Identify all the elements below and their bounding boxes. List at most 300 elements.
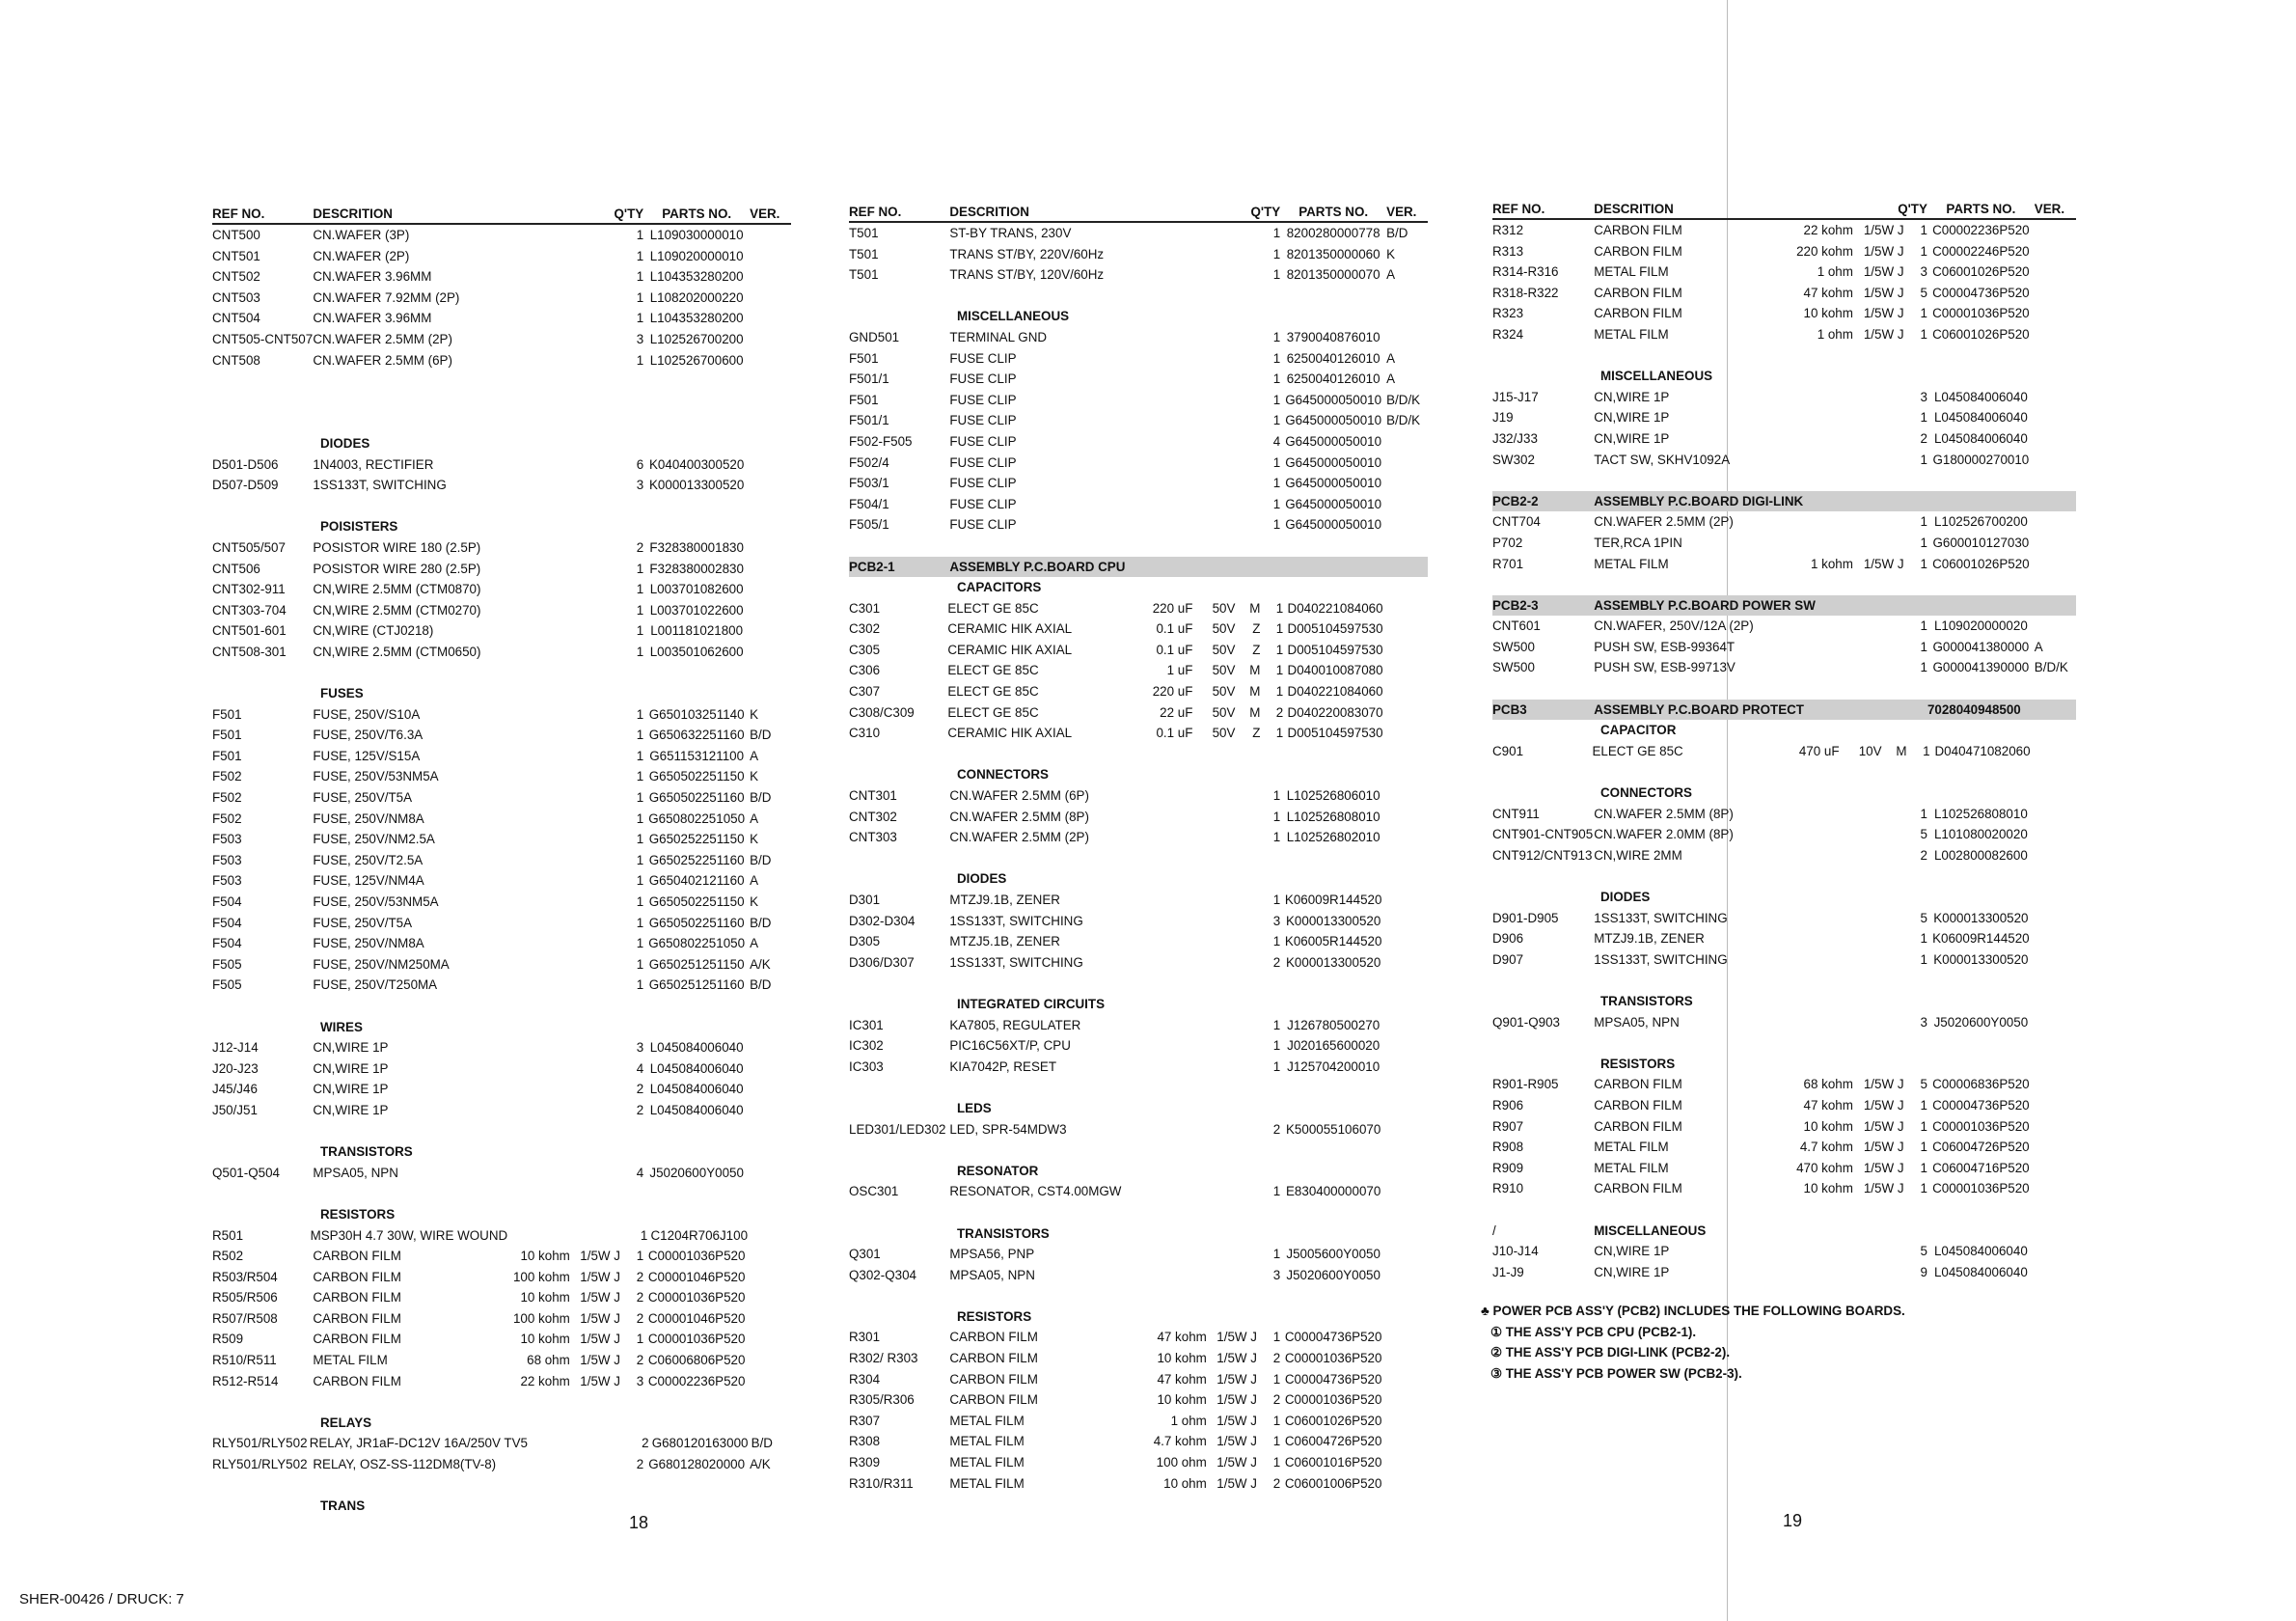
part-no: C06004726P520 <box>1284 1434 1382 1449</box>
version <box>2035 450 2076 471</box>
ref-no <box>849 1140 949 1161</box>
part-no: D040221084060 <box>1287 600 1383 616</box>
value: 1 ohm <box>1170 1413 1207 1428</box>
ref-no: F503 <box>212 852 242 867</box>
ref-no <box>212 996 313 1017</box>
table-row <box>212 870 791 892</box>
section-title: CONNECTORS <box>957 767 1049 783</box>
tolerance <box>1207 827 1257 848</box>
quantity: 2 <box>1920 847 1927 863</box>
part-no: L045084006040 <box>1933 389 2028 404</box>
description: FUSE CLIP <box>949 433 1017 449</box>
value <box>1783 470 1853 491</box>
ref-no: D302-D304 <box>849 913 916 928</box>
description: FUSE CLIP <box>949 454 1017 470</box>
description: CN,WIRE 1P <box>1594 389 1670 404</box>
quantity: 1 <box>636 956 644 972</box>
table-row <box>212 246 791 267</box>
tolerance <box>1207 785 1257 807</box>
version: K <box>750 894 759 909</box>
version <box>750 620 791 642</box>
part-no: C00006836P520 <box>1932 1077 2030 1092</box>
value <box>1136 244 1207 265</box>
tolerance <box>1207 223 1257 244</box>
ref-no: P702 <box>1492 535 1523 550</box>
quantity: 1 <box>1275 600 1284 616</box>
description <box>313 662 500 683</box>
description: CN,WIRE 2MM <box>1594 847 1682 863</box>
ref-no: Q302-Q304 <box>849 1267 916 1282</box>
table-row <box>212 725 791 746</box>
value <box>500 454 570 476</box>
part-no: C00004736P520 <box>1284 1371 1382 1387</box>
description <box>949 973 1136 994</box>
tolerance <box>1853 428 1904 450</box>
document-footer: SHER-00426 / DRUCK: 7 <box>19 1591 184 1607</box>
version <box>2035 220 2076 241</box>
description: CN.WAFER 2.5MM (6P) <box>313 352 452 368</box>
tolerance <box>1207 410 1257 431</box>
ref-no: Q301 <box>849 1247 881 1262</box>
version: B/D <box>751 1436 773 1451</box>
tolerance <box>570 933 620 954</box>
table-row <box>849 1244 1428 1265</box>
header-desc: DESCRITION <box>313 206 393 221</box>
part-no: D005104597530 <box>1287 621 1383 637</box>
value: 1 ohm <box>1817 264 1853 280</box>
quantity <box>1257 1285 1280 1306</box>
ref-no: CNT503 <box>212 289 260 305</box>
value <box>500 662 570 683</box>
description: METAL FILM <box>1594 326 1669 342</box>
value: 47 kohm <box>1803 285 1853 300</box>
part-no: G680128020000 <box>648 1457 746 1472</box>
value <box>500 350 570 371</box>
ref-no <box>1492 678 1594 700</box>
quantity: 1 <box>1920 951 1927 967</box>
part-no: L001181021800 <box>650 623 744 639</box>
description: RELAY, OSZ-SS-112DM8(TV-8) <box>313 1457 497 1472</box>
part-no <box>1280 744 1386 765</box>
quantity <box>1904 1032 1927 1054</box>
quantity: 1 <box>1272 809 1281 824</box>
table-row <box>1492 1074 2076 1095</box>
part-no <box>1927 574 2035 595</box>
description <box>313 496 500 517</box>
ref-no: C901 <box>1492 743 1524 758</box>
ref-no: C308/C309 <box>849 704 915 720</box>
value <box>500 266 570 288</box>
tolerance: 1/5W J <box>1863 326 1904 342</box>
ref-no: R302/ R303 <box>849 1351 918 1366</box>
version <box>750 1329 791 1350</box>
ref-no: LED301/LED302 <box>849 1121 946 1137</box>
part-no: C06006806P520 <box>647 1353 746 1368</box>
version <box>1386 1035 1428 1057</box>
description: MPSA05, NPN <box>313 1165 398 1180</box>
quantity: 1 <box>1272 1413 1281 1428</box>
part-no <box>643 662 750 683</box>
description: 1SS133T, SWITCHING <box>313 478 447 493</box>
table-row <box>849 536 1428 557</box>
tolerance <box>570 266 620 288</box>
version: A <box>750 748 759 763</box>
tolerance <box>1207 911 1257 932</box>
tolerance <box>1853 1199 1904 1221</box>
table-row <box>212 1100 791 1121</box>
table-row <box>1492 1032 2076 1054</box>
description: FUSE, 250V/T5A <box>313 915 413 930</box>
part-no: C00001036P520 <box>1932 306 2030 321</box>
description: POSISTOR WIRE 280 (2.5P) <box>313 561 481 576</box>
value <box>500 829 570 850</box>
tolerance <box>1207 1181 1257 1202</box>
version <box>750 1121 791 1142</box>
description: MTZJ5.1B, ZENER <box>949 934 1060 949</box>
quantity: 5 <box>1920 910 1927 925</box>
tolerance <box>1853 761 1904 783</box>
version <box>2035 824 2076 845</box>
table-row <box>212 1183 791 1204</box>
tolerance <box>570 996 620 1017</box>
part-no: C00001036P520 <box>1932 1181 2030 1196</box>
version <box>2035 533 2076 554</box>
value <box>1136 1265 1207 1286</box>
description: CN,WIRE 1P <box>1594 430 1670 446</box>
ref-no: CNT911 <box>1492 806 1540 821</box>
header-ref: REF NO. <box>1492 202 1545 216</box>
header-qty: Q'TY <box>1898 202 1927 216</box>
part-no: G645000050010 <box>1285 392 1382 407</box>
quantity: 5 <box>1920 1077 1927 1092</box>
ref-no <box>1492 470 1594 491</box>
part-no <box>1927 678 2035 700</box>
spacer <box>2035 595 2076 617</box>
ref-no <box>212 662 313 683</box>
tolerance: Z <box>1252 726 1261 741</box>
tolerance <box>1207 1202 1257 1223</box>
version: K <box>750 832 759 847</box>
quantity <box>620 996 643 1017</box>
table-row <box>212 809 791 830</box>
part-no: L102526700600 <box>649 352 744 368</box>
ref-no: CNT506 <box>212 561 260 576</box>
version <box>1386 536 1428 557</box>
version <box>2035 1262 2076 1283</box>
part-no: D040010087080 <box>1287 663 1383 678</box>
ref-no: D906 <box>1492 931 1524 947</box>
table-row <box>212 996 791 1017</box>
version: A <box>750 873 759 889</box>
value <box>1783 387 1853 408</box>
ref-no <box>212 412 313 433</box>
quantity <box>1257 848 1280 869</box>
tolerance <box>1853 345 1904 367</box>
ref-no: CNT505/507 <box>212 539 286 555</box>
quantity: 1 <box>1272 371 1281 387</box>
ref-no: T501 <box>849 267 879 283</box>
quantity <box>620 1475 643 1497</box>
part-no: L003501062600 <box>649 644 744 659</box>
version <box>1386 1244 1428 1265</box>
version <box>750 1371 791 1392</box>
quantity <box>1904 1199 1927 1221</box>
description: FUSE, 250V/NM8A <box>313 936 424 951</box>
spacer <box>849 868 957 890</box>
version <box>750 371 791 392</box>
table-row <box>849 1473 1428 1495</box>
version <box>750 246 791 267</box>
part-no: L109030000010 <box>649 228 744 242</box>
version <box>2035 1241 2076 1262</box>
capacitance: 220 uF <box>1152 600 1193 616</box>
value <box>500 933 570 954</box>
table-row <box>212 412 791 433</box>
voltage: 10V <box>1858 743 1882 758</box>
table-row <box>849 1411 1428 1432</box>
section-title: RESISTORS <box>957 1308 1032 1324</box>
parts-column-2 <box>849 205 1428 1494</box>
description: ST-BY TRANS, 230V <box>949 226 1072 240</box>
part-no <box>1927 1032 2035 1054</box>
quantity: 1 <box>1272 1184 1281 1199</box>
ref-no: R310/R311 <box>849 1475 914 1491</box>
header-parts: PARTS NO. <box>1946 202 2016 216</box>
note-line: ③ THE ASS'Y PCB POWER SW (PCB2-3). <box>1490 1365 1742 1381</box>
part-no: L104353280200 <box>649 269 744 285</box>
section-title: TRANSISTORS <box>320 1144 413 1160</box>
assembly-heading <box>1492 700 2076 721</box>
quantity: 1 <box>636 790 644 806</box>
assembly-desc: ASSEMBLY P.C.BOARD POWER SW <box>1594 597 1816 613</box>
section-heading <box>1492 887 2076 908</box>
value <box>500 766 570 787</box>
version <box>1386 807 1428 828</box>
part-no: J5020600Y0050 <box>649 1165 744 1180</box>
quantity: 2 <box>636 1353 644 1368</box>
quantity: 3 <box>1920 1014 1927 1030</box>
value <box>1136 1035 1207 1057</box>
table-row <box>849 1035 1428 1057</box>
part-no: L104353280200 <box>649 311 744 326</box>
description: CN.WAFER 2.5MM (2P) <box>949 830 1089 845</box>
description <box>313 412 500 433</box>
section-title: CONNECTORS <box>1600 785 1692 801</box>
table-row <box>1492 824 2076 845</box>
ref-no: R318-R322 <box>1492 285 1559 300</box>
value <box>500 1058 570 1080</box>
version <box>2035 407 2076 428</box>
part-no <box>643 371 750 392</box>
part-no: C00001036P520 <box>1932 1118 2030 1134</box>
ref-no: T501 <box>849 226 879 240</box>
ref-no: RLY501/RLY502 <box>212 1436 308 1451</box>
ref-no: R906 <box>1492 1097 1524 1113</box>
quantity: 2 <box>1920 430 1927 446</box>
version <box>750 329 791 350</box>
table-row <box>849 890 1428 911</box>
value <box>500 537 570 559</box>
ref-no: F501 <box>212 728 242 743</box>
value <box>1783 865 1853 887</box>
version <box>1386 453 1428 474</box>
tolerance <box>570 1475 620 1497</box>
description: FUSE, 250V/NM250MA <box>313 956 450 972</box>
part-no: D040221084060 <box>1287 684 1383 700</box>
parts-column-3 <box>1492 202 2076 1282</box>
quantity: 3 <box>636 331 644 346</box>
section-title: CAPACITORS <box>957 580 1042 595</box>
tolerance <box>1207 514 1257 536</box>
table-row <box>1492 574 2076 595</box>
table-row <box>1492 804 2076 825</box>
description: KA7805, REGULATER <box>949 1017 1081 1032</box>
quantity <box>1257 536 1280 557</box>
quantity: 2 <box>636 539 644 555</box>
value <box>500 954 570 975</box>
version: K <box>1386 246 1396 261</box>
version <box>2035 1074 2076 1095</box>
quantity: 1 <box>1920 1140 1927 1155</box>
description: TER,RCA 1PIN <box>1594 535 1682 550</box>
part-no: 3790040876010 <box>1286 329 1380 344</box>
part-no: C06001026P520 <box>1932 264 2030 280</box>
description: METAL FILM <box>949 1413 1025 1428</box>
value <box>1136 911 1207 932</box>
part-no <box>643 496 750 517</box>
voltage: 50V <box>1212 663 1236 678</box>
version <box>750 496 791 517</box>
ref-no: R307 <box>849 1413 881 1428</box>
ref-no: R909 <box>1492 1160 1524 1175</box>
value: 10 kohm <box>520 1332 570 1347</box>
section-heading <box>212 433 791 454</box>
section-title: MISCELLANEOUS <box>957 309 1070 324</box>
description: CARBON FILM <box>1594 1181 1682 1196</box>
ref-no: CNT508-301 <box>212 644 287 659</box>
tolerance <box>570 559 620 580</box>
version <box>750 288 791 309</box>
ref-no: CNT508 <box>212 352 260 368</box>
quantity: 1 <box>1275 684 1284 700</box>
part-no <box>1927 970 2035 991</box>
quantity: 1 <box>1920 639 1927 654</box>
table-row <box>849 348 1428 370</box>
value <box>1136 1285 1207 1306</box>
ref-no: J50/J51 <box>212 1102 258 1117</box>
tolerance <box>1207 744 1257 765</box>
table-row <box>849 223 1428 244</box>
value: 220 kohm <box>1796 243 1853 259</box>
ref-no: R509 <box>212 1332 244 1347</box>
part-no: F328380001830 <box>649 539 744 555</box>
value <box>1783 407 1853 428</box>
section-heading <box>849 1098 1428 1119</box>
version <box>750 1391 791 1413</box>
tolerance <box>1853 450 1904 471</box>
tolerance: Z <box>1252 621 1261 637</box>
quantity: 1 <box>1275 642 1284 657</box>
section-heading <box>1492 1054 2076 1075</box>
tolerance <box>1207 369 1257 390</box>
tolerance <box>576 1225 625 1247</box>
part-no: K040400300520 <box>649 456 745 472</box>
part-no: L101080020020 <box>1933 827 2028 842</box>
ref-no: R301 <box>849 1330 881 1345</box>
ref-no: F501 <box>212 748 242 763</box>
part-no: 6250040126010 <box>1286 350 1380 366</box>
spacer <box>212 1204 320 1225</box>
tolerance <box>570 870 620 892</box>
description: CARBON FILM <box>949 1351 1038 1366</box>
header-ref: REF NO. <box>849 205 902 219</box>
ref-no: F505 <box>212 977 242 993</box>
tolerance <box>1207 390 1257 411</box>
tolerance <box>570 392 620 413</box>
section-heading <box>1492 991 2076 1012</box>
quantity: 2 <box>636 1290 644 1305</box>
table-row <box>212 1287 791 1308</box>
part-no: L045084006040 <box>649 1102 744 1117</box>
spacer <box>849 306 957 327</box>
ref-no: F504 <box>212 894 242 909</box>
tolerance <box>570 329 620 350</box>
value <box>500 642 570 663</box>
table-row <box>1492 908 2076 929</box>
value <box>1783 1221 1853 1242</box>
tolerance: 1/5W J <box>1863 1077 1904 1092</box>
part-no: J5005600Y0050 <box>1286 1247 1380 1262</box>
value <box>1136 973 1207 994</box>
ref-no: IC301 <box>849 1017 884 1032</box>
quantity: 1 <box>636 248 644 263</box>
quantity: 1 <box>636 748 644 763</box>
tolerance <box>570 642 620 663</box>
table-row <box>1492 511 2076 533</box>
value <box>1136 952 1207 974</box>
capacitance: 0.1 uF <box>1156 621 1193 637</box>
tolerance: M <box>1896 743 1907 758</box>
table-row <box>1492 324 2076 345</box>
description: CN,WIRE 1P <box>1594 410 1670 426</box>
description <box>313 1183 500 1204</box>
version <box>2035 1221 2076 1242</box>
description: TRANS ST/BY, 120V/60Hz <box>949 267 1105 283</box>
quantity <box>1257 973 1280 994</box>
description: CN.WAFER, 250V/12A (2P) <box>1594 618 1754 634</box>
section-title: TRANS <box>320 1498 366 1514</box>
table-row <box>1492 345 2076 367</box>
ref-no <box>1492 970 1594 991</box>
description: FUSE, 250V/NM8A <box>313 810 424 826</box>
table-row <box>849 973 1428 994</box>
spacer <box>1492 1054 1600 1075</box>
tolerance <box>570 1058 620 1080</box>
tolerance <box>1853 511 1904 533</box>
part-no: L102526700200 <box>1933 514 2028 530</box>
tolerance <box>1207 952 1257 974</box>
column-header <box>212 206 791 225</box>
voltage: 50V <box>1212 704 1236 720</box>
quantity <box>1904 574 1927 595</box>
part-no: G645000050010 <box>1285 476 1382 491</box>
page-number-right: 19 <box>1783 1511 1803 1530</box>
section-title: RESISTORS <box>1600 1056 1676 1071</box>
ref-no: F505/1 <box>849 517 889 533</box>
value <box>1136 369 1207 390</box>
ref-no: R901-R905 <box>1492 1077 1559 1092</box>
spacer <box>212 683 320 704</box>
